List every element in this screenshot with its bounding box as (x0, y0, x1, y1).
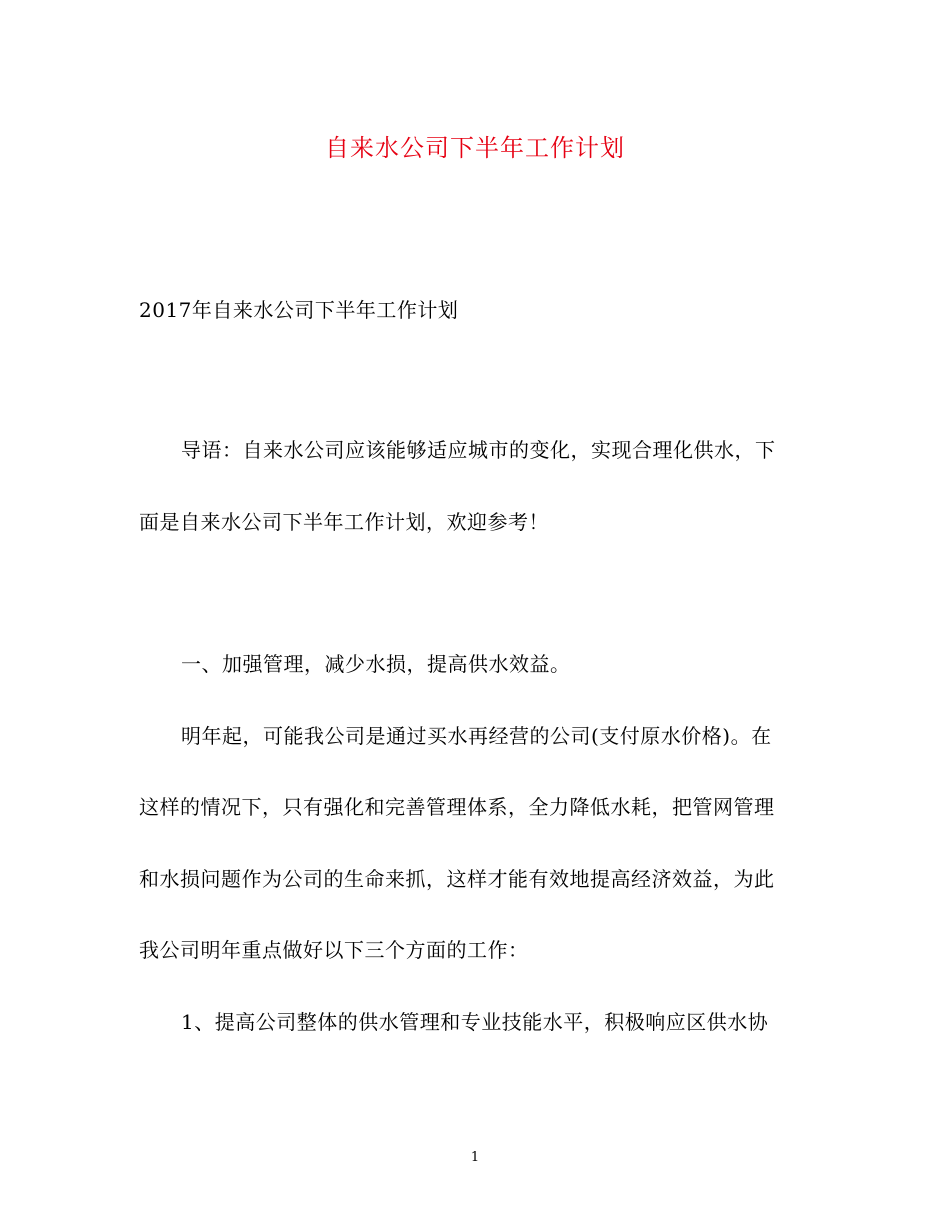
section-1-paragraph-line-1: 明年起，可能我公司是通过买水再经营的公司(支付原水价格)。在 (181, 724, 772, 748)
section-1-paragraph-line-3: 和水损问题作为公司的生命来抓，这样才能有效地提高经济效益，为此 (139, 867, 775, 891)
page-number: 1 (470, 1150, 480, 1165)
intro-line-1: 导语：自来水公司应该能够适应城市的变化，实现合理化供水，下 (181, 438, 776, 462)
section-1-item-1-line-1: 1、提高公司整体的供水管理和专业技能水平，积极响应区供水协 (181, 1010, 769, 1034)
intro-line-2: 面是自来水公司下半年工作计划，欢迎参考！ (139, 510, 549, 534)
section-1-paragraph-line-2: 这样的情况下，只有强化和完善管理体系，全力降低水耗，把管网管理 (139, 795, 775, 819)
section-1-heading: 一、加强管理，减少水损，提高供水效益。 (181, 652, 571, 676)
document-title: 自来水公司下半年工作计划 (325, 134, 625, 162)
section-1-paragraph-line-4: 我公司明年重点做好以下三个方面的工作： (139, 938, 529, 962)
document-subtitle: 2017年自来水公司下半年工作计划 (139, 298, 459, 322)
